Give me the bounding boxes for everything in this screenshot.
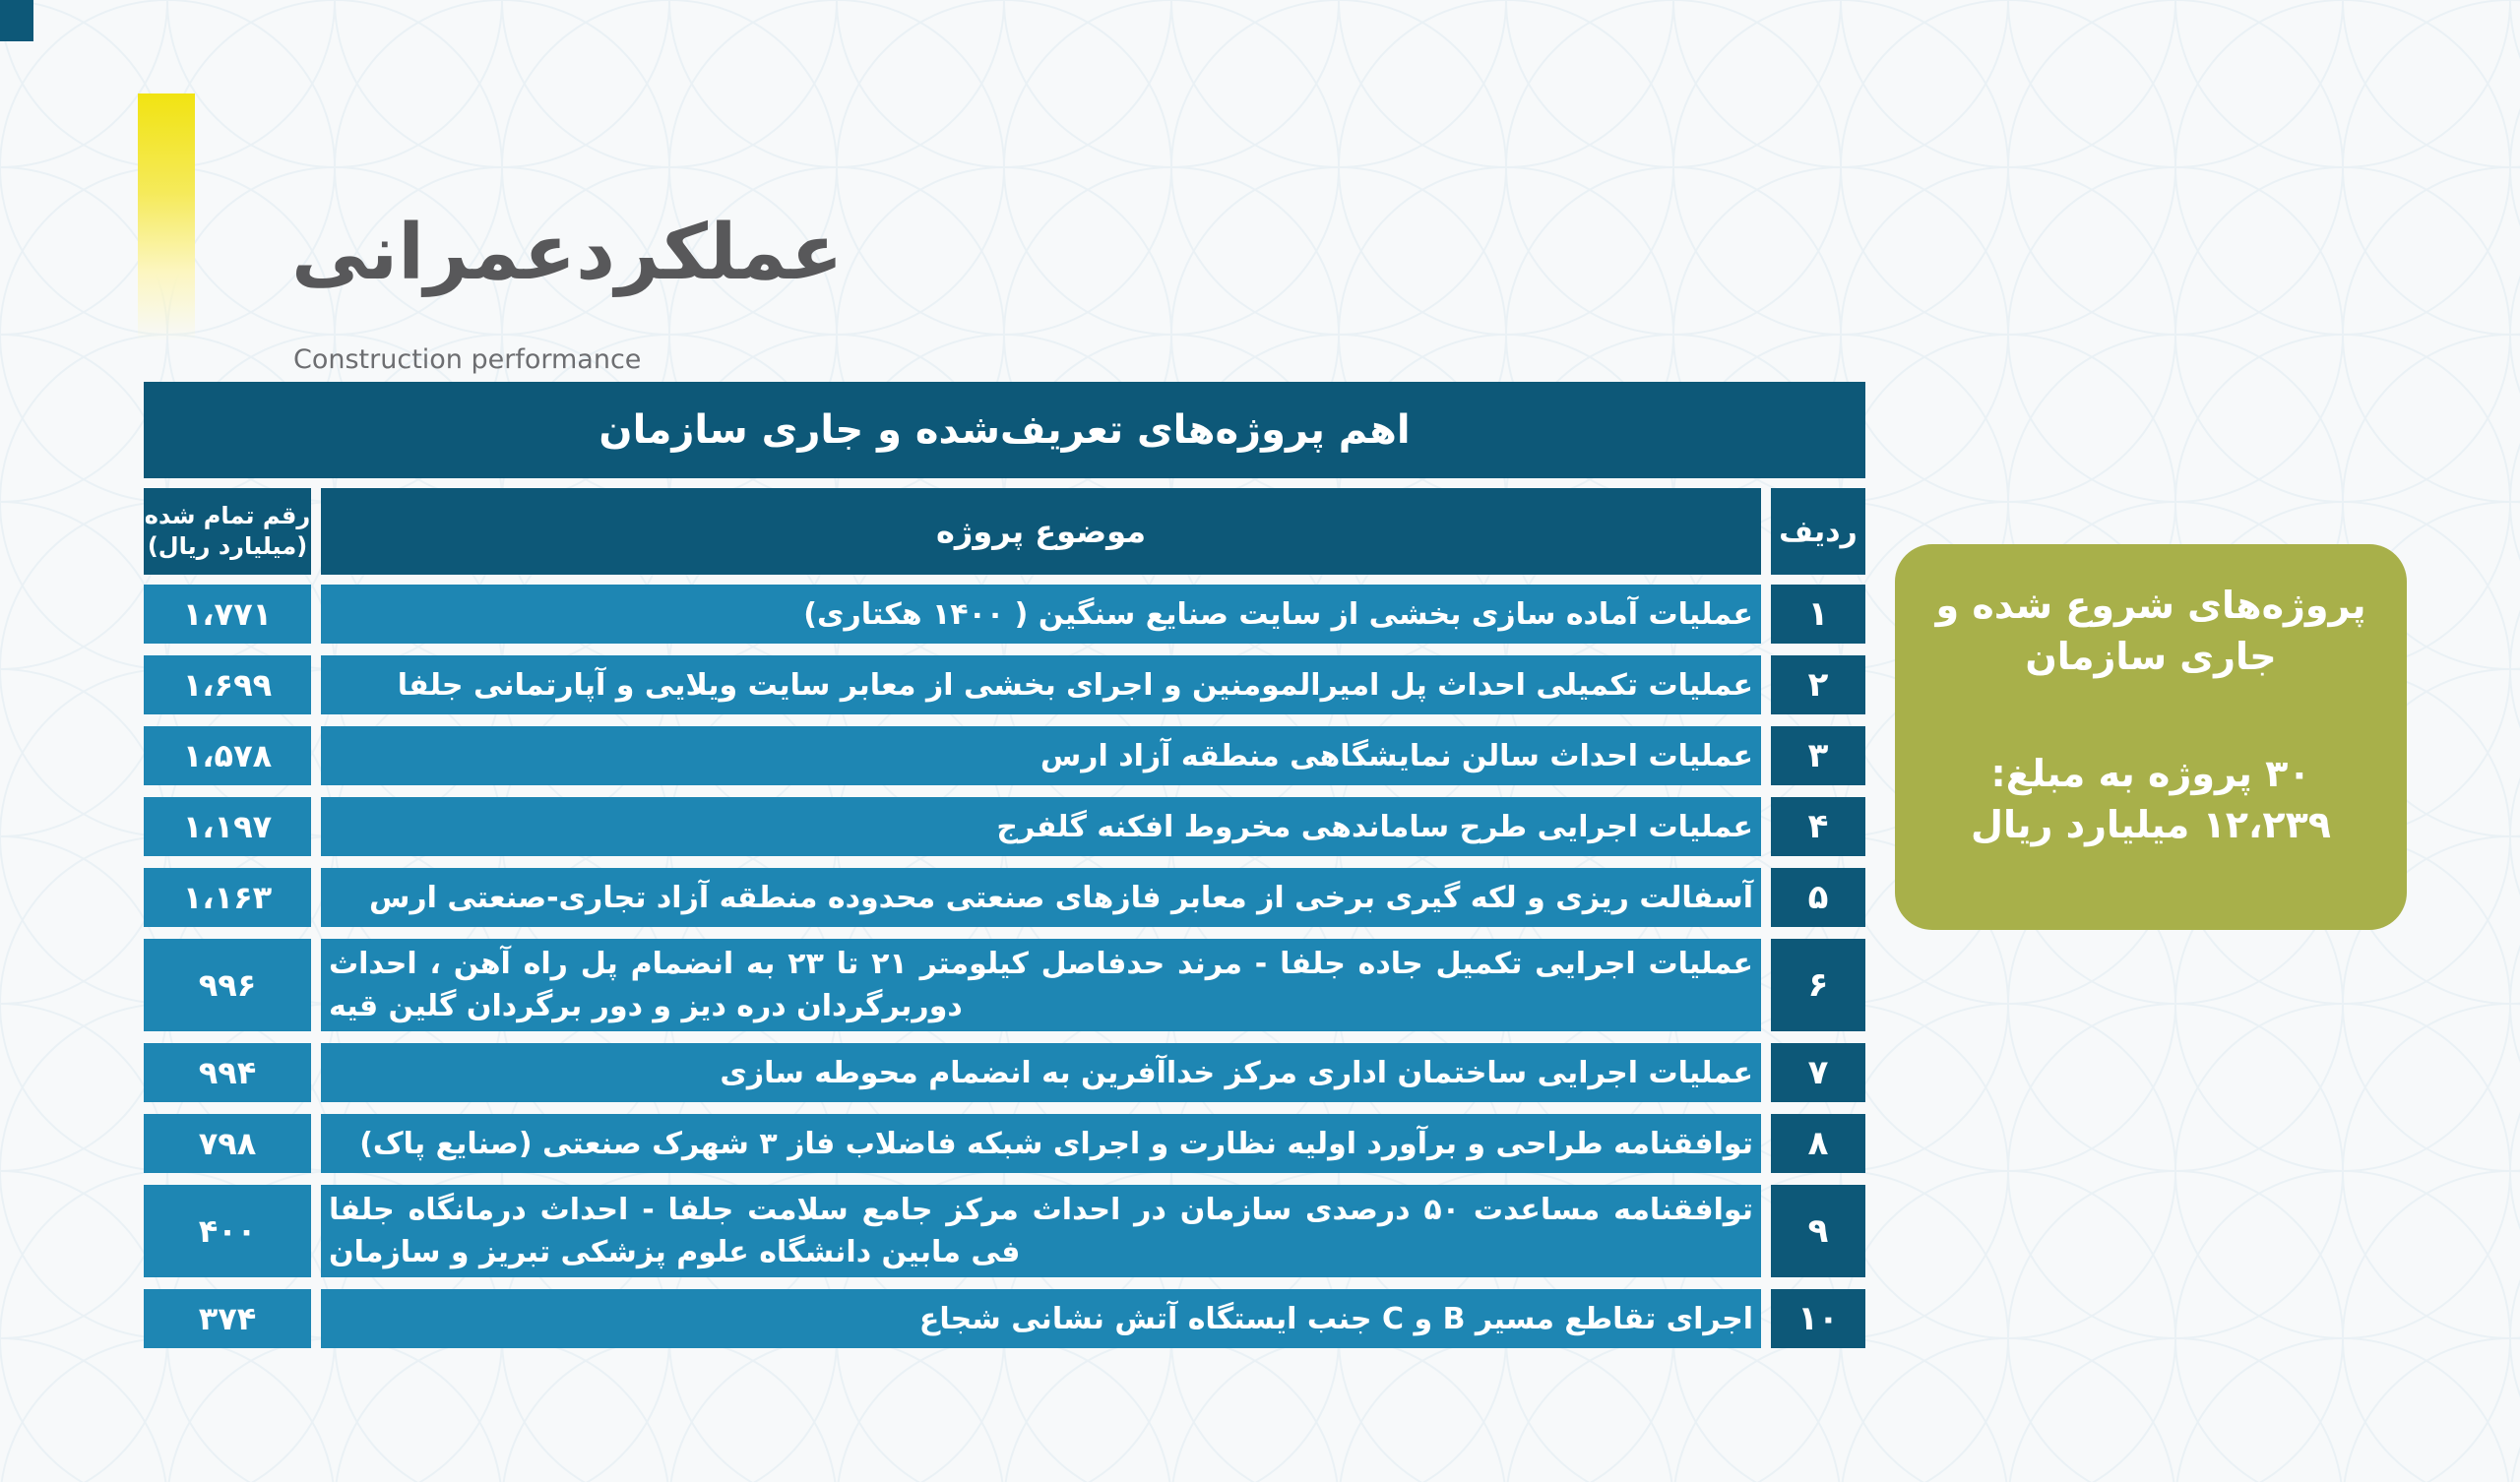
project-subject-cell bbox=[321, 797, 1761, 856]
project-subject-cell bbox=[321, 1185, 1761, 1277]
row-number-cell: ۱ bbox=[1771, 585, 1865, 644]
project-subject-text: عملیات اجرایی ساختمان اداری مرکز خداآفرین به انضمام محوطه سازی bbox=[720, 1055, 1753, 1090]
badge-amount-line1: ۳۰ پروژه به مبلغ: bbox=[1990, 751, 2311, 795]
project-subject-cell bbox=[321, 726, 1761, 785]
table-row bbox=[144, 797, 1865, 856]
project-value-cell: ۹۹۴ bbox=[144, 1043, 311, 1102]
project-subject-cell bbox=[321, 868, 1761, 927]
project-value-cell: ۱،۱۹۷ bbox=[144, 797, 311, 856]
project-subject-cell bbox=[321, 1289, 1761, 1348]
row-number-cell: ۳ bbox=[1771, 726, 1865, 785]
row-number-cell: ۸ bbox=[1771, 1114, 1865, 1173]
row-number-cell: ۱۰ bbox=[1771, 1289, 1865, 1348]
corner-accent bbox=[0, 0, 33, 41]
project-value-cell: ۳۷۴ bbox=[144, 1289, 311, 1348]
project-value-cell: ۴۰۰ bbox=[144, 1185, 311, 1277]
project-subject-text: اجرای تقاطع مسیر B و C جنب ایستگاه آتش نشانی شجاع bbox=[918, 1301, 1753, 1336]
table-row bbox=[144, 1289, 1865, 1348]
project-value-cell: ۱،۱۶۳ bbox=[144, 868, 311, 927]
project-value-cell: ۱،۵۷۸ bbox=[144, 726, 311, 785]
row-number-cell: ۴ bbox=[1771, 797, 1865, 856]
project-subject-text: عملیات آماده سازی بخشی از سایت صنایع سنگین ( ۱۴۰۰ هکتاری) bbox=[803, 596, 1753, 632]
row-number-cell: ۹ bbox=[1771, 1185, 1865, 1277]
project-value-cell: ۷۹۸ bbox=[144, 1114, 311, 1173]
column-header-value bbox=[144, 488, 311, 575]
row-number-cell: ۲ bbox=[1771, 655, 1865, 714]
project-subject-text: عملیات احداث سالن نمایشگاهی منطقه آزاد ارس bbox=[1040, 738, 1753, 773]
row-number-cell: ۷ bbox=[1771, 1043, 1865, 1102]
table-row bbox=[144, 1114, 1865, 1173]
project-value-cell: ۱،۷۷۱ bbox=[144, 585, 311, 644]
column-header-value-line2: (میلیارد ریال) bbox=[147, 532, 308, 560]
project-subject-text: توافقنامه مساعدت ۵۰ درصدی سازمان در احداث مرکز جامع سلامت جلفا - احداث درمانگاه جلفا فی مابین دانشگاه علوم پزشکی تبریز و سازمان bbox=[329, 1192, 1753, 1269]
project-subject-text: آسفالت ریزی و لکه گیری برخی از معابر فازهای صنعتی محدوده منطقه آزاد تجاری-صنعتی ارس bbox=[368, 880, 1753, 915]
project-subject-cell bbox=[321, 939, 1761, 1031]
project-subject-cell bbox=[321, 585, 1761, 644]
projects-table bbox=[144, 382, 1865, 1348]
badge-amount-line2: ۱۲،۲۳۹ میلیارد ریال bbox=[1971, 803, 2331, 847]
table-row bbox=[144, 655, 1865, 714]
table-row bbox=[144, 868, 1865, 927]
badge-title-line2: جاری سازمان bbox=[2025, 635, 2277, 679]
page-title: عملکردعمرانی bbox=[291, 209, 844, 297]
table-row bbox=[144, 726, 1865, 785]
project-subject-cell bbox=[321, 655, 1761, 714]
badge-title-line1: پروژه‌های شروع شده و bbox=[1935, 584, 2366, 627]
yellow-accent-bar bbox=[138, 93, 195, 341]
project-subject-cell bbox=[321, 1043, 1761, 1102]
table-row bbox=[144, 1185, 1865, 1277]
table-title: اهم پروژه‌های تعریف‌شده و جاری سازمان bbox=[144, 382, 1865, 478]
page-subtitle: Construction performance bbox=[293, 344, 642, 375]
column-header-subject: موضوع پروژه bbox=[321, 488, 1761, 575]
table-row bbox=[144, 1043, 1865, 1102]
summary-badge bbox=[1895, 544, 2407, 930]
column-header-value-line1: رقم تمام شده bbox=[144, 501, 311, 529]
project-subject-text: توافقنامه طراحی و برآورد اولیه نظارت و اجرای شبکه فاضلاب فاز ۳ شهرک صنعتی (صنایع پاک) bbox=[359, 1126, 1753, 1161]
project-value-cell: ۹۹۶ bbox=[144, 939, 311, 1031]
table-row bbox=[144, 939, 1865, 1031]
project-subject-text: عملیات تکمیلی احداث پل امیرالمومنین و اجرای بخشی از معابر سایت ویلایی و آپارتمانی جلفا bbox=[397, 667, 1753, 703]
project-subject-text: عملیات اجرایی تکمیل جاده جلفا - مرند حدفاصل کیلومتر ۲۱ تا ۲۳ به انضمام پل راه آهن ، احداث دوربرگردان دره دیز و دور برگردان گلین قیه bbox=[329, 946, 1753, 1023]
project-value-cell: ۱،۶۹۹ bbox=[144, 655, 311, 714]
table-header-row bbox=[144, 488, 1865, 575]
table-body bbox=[144, 585, 1865, 1348]
project-subject-cell bbox=[321, 1114, 1761, 1173]
row-number-cell: ۵ bbox=[1771, 868, 1865, 927]
table-row bbox=[144, 585, 1865, 644]
row-number-cell: ۶ bbox=[1771, 939, 1865, 1031]
project-subject-text: عملیات اجرایی طرح ساماندهی مخروط افکنه گلفرج bbox=[996, 809, 1753, 844]
column-header-row-number: ردیف bbox=[1771, 488, 1865, 575]
